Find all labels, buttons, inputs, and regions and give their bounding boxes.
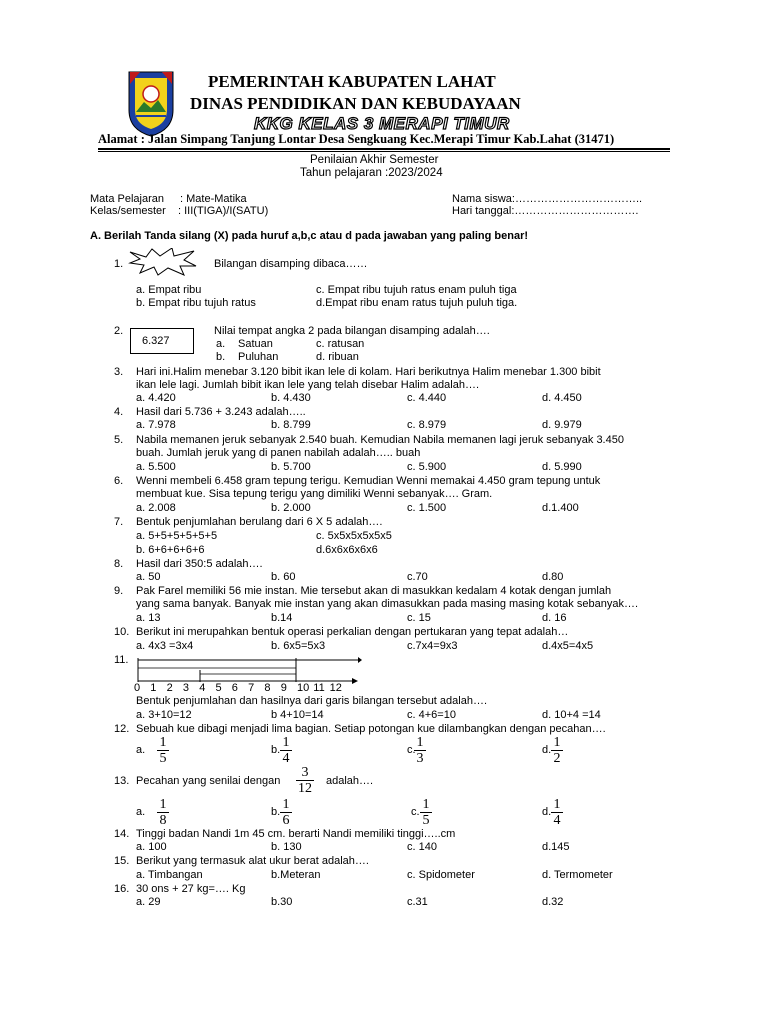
question-text: Bentuk penjumlahan berulang dari 6 X 5 adalah…. [136, 516, 383, 528]
numerator: 1 [416, 735, 424, 750]
tick-label: 7 [248, 682, 255, 694]
question-text: Berikut yang termasuk alat ukur berat adalah…. [136, 855, 369, 867]
starburst-shape [128, 248, 198, 276]
question-number: 16. [114, 883, 130, 895]
option-d[interactable]: d.145 [542, 841, 570, 853]
numerator: 3 [301, 765, 309, 780]
question-number: 2. [114, 325, 124, 337]
number-line-ticks [134, 682, 354, 695]
option-b[interactable]: b. Empat ribu tujuh ratus [136, 297, 256, 309]
header-line-3: KKG KELAS 3 MERAPI TIMUR [254, 114, 510, 133]
question-text: Pecahan yang senilai dengan [136, 775, 281, 787]
option-b[interactable]: b. 60 [271, 571, 296, 583]
header-divider-thin [98, 151, 670, 152]
tick-label: 3 [182, 682, 190, 694]
option-d[interactable]: d. 10+4 =14 [542, 709, 601, 721]
option-b-text: Puluhan [238, 351, 279, 363]
option-a[interactable]: a. 5.500 [136, 461, 176, 473]
tick-label: 2 [166, 682, 173, 694]
option-c[interactable]: c. ratusan [316, 338, 365, 350]
option-b[interactable]: b. [271, 744, 281, 756]
numerator: 1 [159, 735, 167, 750]
option-b[interactable]: b. 8.799 [271, 419, 311, 431]
option-c[interactable]: c. Empat ribu tujuh ratus enam puluh tiga [316, 284, 517, 296]
denominator: 5 [159, 751, 167, 766]
option-a[interactable]: a. 7.978 [136, 419, 176, 431]
option-a[interactable]: a. [216, 338, 226, 350]
question-number: 9. [114, 585, 124, 597]
tick-label: 11 [313, 682, 325, 694]
question-text: Hasil dari 5.736 + 3.243 adalah….. [136, 406, 306, 418]
scroll-number-value: 6.327 [142, 335, 170, 347]
question-text: Nabila memanen jeruk sebanyak 2.540 buah. Kemudian Nabila memanen lagi jeruk sebanyak 3.450 [136, 434, 624, 446]
question-number: 14. [114, 828, 130, 840]
question-text: Bentuk penjumlahan dan hasilnya dari garis bilangan tersebut adalah…. [136, 695, 488, 707]
option-d[interactable]: d. [542, 806, 552, 818]
fraction-stem [296, 766, 314, 795]
student-name-field[interactable]: Nama siswa:…………………………….. [452, 193, 643, 205]
header-line-1: PEMERINTAH KABUPATEN LAHAT [208, 72, 496, 91]
question-number: 10. [114, 626, 130, 638]
option-c[interactable]: c.7x4=9x3 [407, 640, 458, 652]
option-a[interactable]: a. 100 [136, 841, 167, 853]
option-b[interactable]: b. 130 [271, 841, 302, 853]
option-b[interactable]: b. 2.000 [271, 502, 311, 514]
tick-label: 10 [297, 682, 310, 694]
question-text: 30 ons + 27 kg=…. Kg [136, 883, 246, 895]
option-c[interactable]: c. 140 [407, 841, 437, 853]
fraction-c [420, 798, 432, 827]
option-d[interactable]: d. 4.450 [542, 392, 582, 404]
date-field[interactable]: Hari tanggal:……………………………. [452, 205, 639, 217]
option-b[interactable]: b 4+10=14 [271, 709, 324, 721]
option-d[interactable]: d.1.400 [542, 502, 579, 514]
tick-label: 1 [150, 682, 157, 694]
section-a-instruction: A. Berilah Tanda silang (X) pada huruf a,b,c atau d pada jawaban yang paling benar! [90, 230, 529, 242]
question-number: 7. [114, 516, 124, 528]
numerator: 1 [282, 735, 290, 750]
option-d[interactable]: d. Termometer [542, 869, 613, 881]
denominator: 4 [282, 751, 290, 766]
header-line-2: DINAS PENDIDIKAN DAN KEBUDAYAAN [190, 94, 521, 113]
question-text: Wenni membeli 6.458 gram tepung terigu. Kemudian Wenni memakai 4.450 gram tepung untuk [136, 475, 601, 487]
option-a[interactable]: a. 5+5+5+5+5+5 [136, 530, 218, 542]
option-a[interactable]: a. Timbangan [136, 869, 203, 881]
denominator: 2 [553, 751, 561, 766]
option-c[interactable]: c. 5.900 [407, 461, 447, 473]
tick-label: 0 [134, 682, 141, 694]
option-a[interactable]: a. 29 [136, 896, 161, 908]
question-text: Tinggi badan Nandi 1m 45 cm. berarti Nandi memiliki tinggi…..cm [136, 828, 456, 840]
fraction-c [414, 736, 426, 765]
question-text-after: adalah…. [326, 775, 374, 787]
option-b[interactable]: b. 6+6+6+6+6 [136, 544, 205, 556]
option-d[interactable]: d. [542, 744, 552, 756]
question-text: yang sama banyak. Banyak mie instan yang akan dimasukkan pada masing masing kotak sebanyak…. [136, 598, 639, 610]
header-divider [98, 148, 670, 150]
question-number: 11. [114, 654, 129, 666]
question-number: 13. [114, 775, 130, 787]
option-d[interactable]: d.32 [542, 896, 564, 908]
option-b[interactable]: b. [271, 806, 281, 818]
question-text: Pak Farel memiliki 56 mie instan. Mie tersebut akan di masukkan kedalam 4 kotak dengan jumlah [136, 585, 612, 597]
option-a[interactable]: a. [136, 744, 146, 756]
tick-label: 4 [199, 682, 206, 694]
option-b[interactable]: b.Meteran [271, 869, 321, 881]
option-d[interactable]: d. ribuan [316, 351, 359, 363]
question-text: Berikut ini merupahkan bentuk operasi perkalian dengan pertukaran yang tepat adalah… [136, 626, 569, 638]
option-c[interactable]: c. 15 [407, 612, 431, 624]
option-c[interactable]: c. [411, 806, 420, 818]
question-text: Bilangan disamping dibaca…… [214, 258, 368, 270]
number-line [130, 656, 362, 684]
numerator: 1 [422, 797, 430, 812]
numerator: 1 [282, 797, 290, 812]
question-number: 1. [114, 258, 124, 270]
option-a[interactable]: a. 4x3 =3x4 [136, 640, 194, 652]
option-a[interactable]: a. 50 [136, 571, 161, 583]
option-a[interactable]: a. 13 [136, 612, 161, 624]
tick-label: 8 [264, 682, 271, 694]
option-b[interactable]: b. 6x5=5x3 [271, 640, 326, 652]
question-text: Hari ini.Halim menebar 3.120 bibit ikan lele di kolam. Hari berikutnya Halim menebar 1.300 bibit [136, 366, 601, 378]
fraction-b [280, 798, 292, 827]
option-c[interactable]: c. 1.500 [407, 502, 447, 514]
fraction-b [280, 736, 292, 765]
question-text: membuat kue. Sisa tepung terigu yang dimiliki Wenni sebanyak…. Gram. [136, 488, 493, 500]
option-d[interactable]: d.6x6x6x6x6 [316, 544, 378, 556]
option-c[interactable]: c.70 [407, 571, 428, 583]
option-b[interactable]: b.14 [271, 612, 293, 624]
question-number: 4. [114, 406, 124, 418]
tick-label: 12 [329, 682, 342, 694]
subject-label: Mata Pelajaran [90, 193, 164, 205]
numerator: 1 [553, 797, 561, 812]
exam-year: Tahun pelajaran :2023/2024 [300, 167, 443, 179]
regency-logo [126, 70, 176, 138]
class-label: Kelas/semester [90, 205, 166, 217]
class-value: : III(TIGA)/I(SATU) [178, 205, 269, 217]
option-d[interactable]: d. 16 [542, 612, 567, 624]
tick-label: 9 [280, 682, 287, 694]
fraction-a [157, 736, 169, 765]
question-number: 12. [114, 723, 130, 735]
option-c[interactable]: c.31 [407, 896, 428, 908]
subject-value: : Mate-Matika [180, 193, 247, 205]
question-text: Hasil dari 350:5 adalah…. [136, 558, 263, 570]
denominator: 5 [422, 813, 430, 828]
option-b[interactable]: b.30 [271, 896, 293, 908]
option-d[interactable]: d.4x5=4x5 [542, 640, 594, 652]
question-number: 15. [114, 855, 130, 867]
option-d[interactable]: d.80 [542, 571, 564, 583]
option-b[interactable]: b. 5.700 [271, 461, 311, 473]
option-d[interactable]: d. 9.979 [542, 419, 582, 431]
denominator: 3 [416, 751, 424, 766]
tick-label: 5 [215, 682, 222, 694]
denominator: 6 [282, 813, 290, 828]
tick-label: 6 [231, 682, 238, 694]
numerator: 1 [159, 797, 167, 812]
option-b[interactable]: b. 4.430 [271, 392, 311, 404]
option-c[interactable]: c. [407, 744, 416, 756]
denominator: 12 [298, 781, 312, 796]
option-a[interactable]: a. 2.008 [136, 502, 176, 514]
option-c[interactable]: c. Spidometer [407, 869, 475, 881]
option-d[interactable]: d.Empat ribu enam ratus tujuh puluh tiga. [316, 297, 518, 309]
fraction-d [551, 798, 563, 827]
question-text: Nilai tempat angka 2 pada bilangan disamping adalah…. [214, 325, 490, 337]
option-d[interactable]: d. 5.990 [542, 461, 582, 473]
denominator: 4 [553, 813, 561, 828]
option-c[interactable]: c. 4+6=10 [407, 709, 456, 721]
option-c[interactable]: c. 8.979 [407, 419, 447, 431]
question-number: 3. [114, 366, 124, 378]
header-address: Alamat : Jalan Simpang Tanjung Lontar Desa Sengkuang Kec.Merapi Timur Kab.Lahat (31471) [98, 132, 615, 146]
exam-title: Penilaian Akhir Semester [310, 154, 439, 166]
option-a-text: Satuan [238, 338, 273, 350]
fraction-d [551, 736, 563, 765]
option-a[interactable]: a. [136, 806, 146, 818]
question-number: 8. [114, 558, 124, 570]
question-number: 6. [114, 475, 124, 487]
question-number: 5. [114, 434, 124, 446]
question-text: Sebuah kue dibagi menjadi lima bagian. Setiap potongan kue dilambangkan dengan pecahan…. [136, 723, 606, 735]
option-c[interactable]: c. 4.440 [407, 392, 447, 404]
numerator: 1 [553, 735, 561, 750]
question-text: buah. Jumlah jeruk yang di panen nabilah adalah….. buah [136, 447, 421, 459]
option-a[interactable]: a. Empat ribu [136, 284, 202, 296]
option-c[interactable]: c. 5x5x5x5x5x5 [316, 530, 392, 542]
option-a[interactable]: a. 4.420 [136, 392, 176, 404]
option-a[interactable]: a. 3+10=12 [136, 709, 192, 721]
denominator: 8 [159, 813, 167, 828]
option-b[interactable]: b. [216, 351, 226, 363]
fraction-a [157, 798, 169, 827]
question-text: ikan lele lagi. Jumlah bibit ikan lele yang telah disebar Halim adalah…. [136, 379, 480, 391]
